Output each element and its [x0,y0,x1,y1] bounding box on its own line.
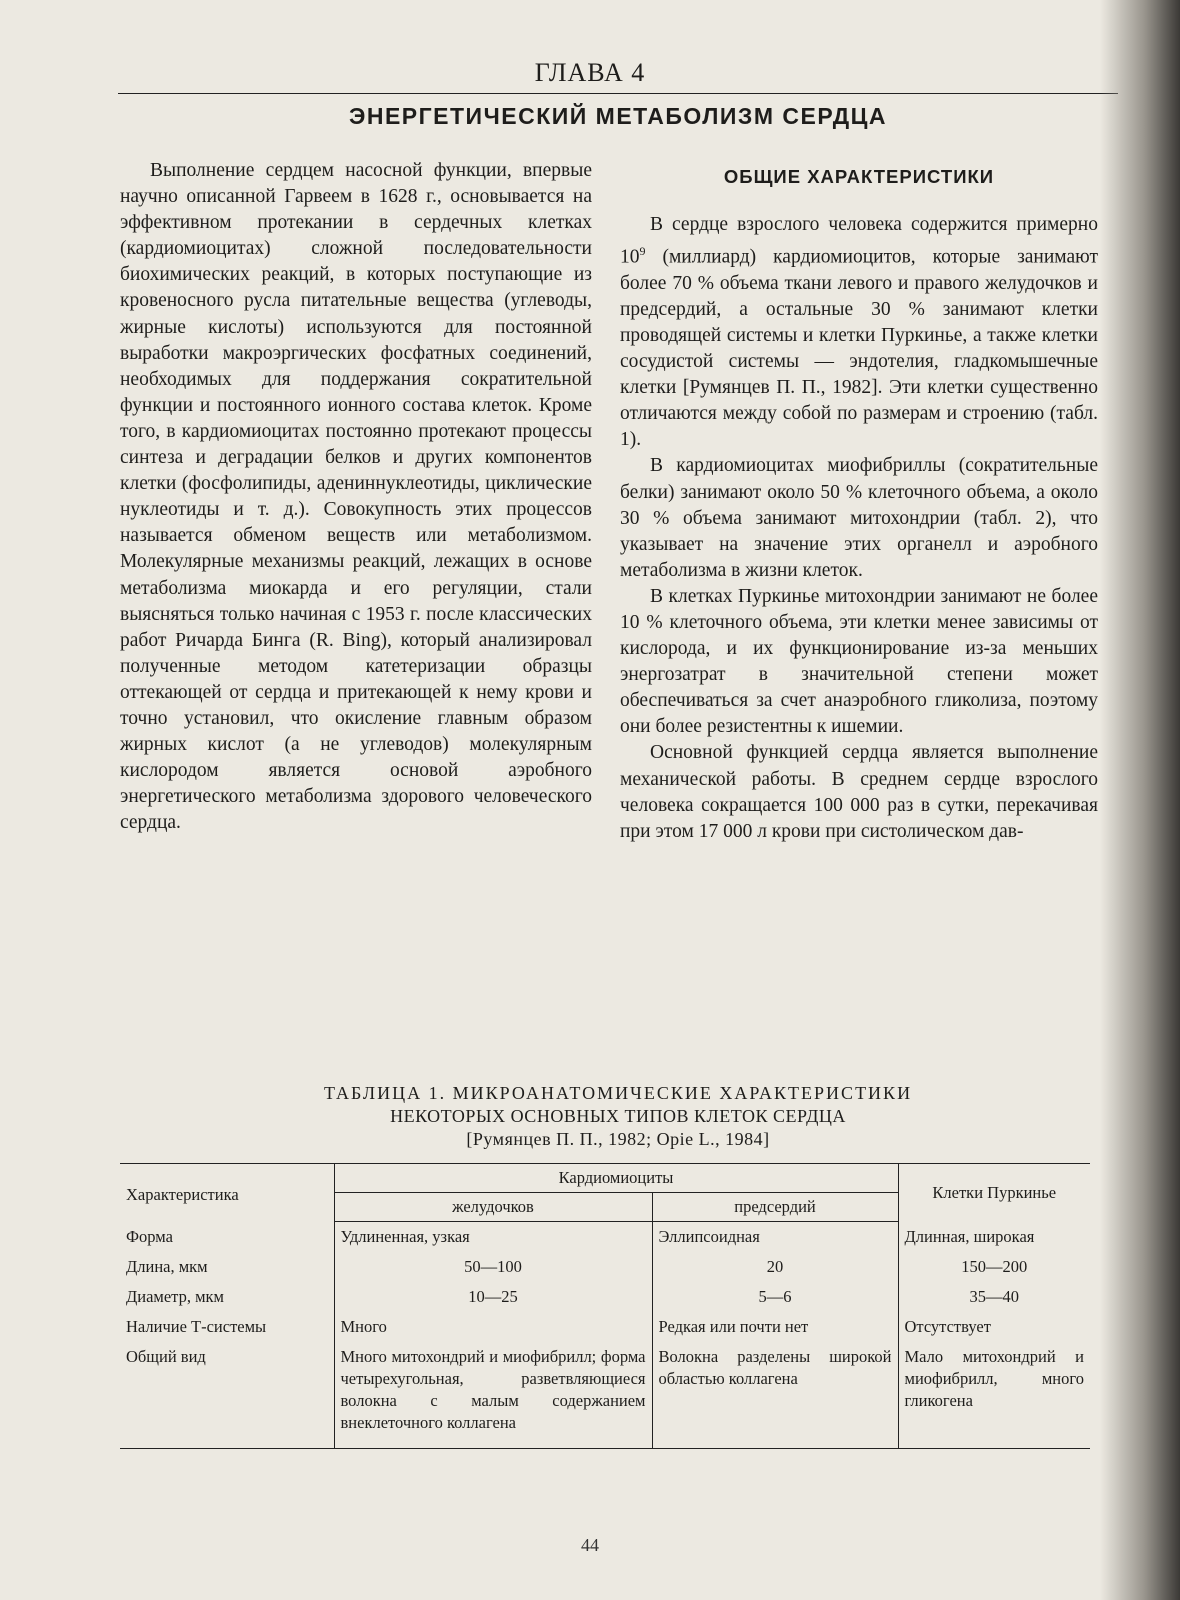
table-row [120,1252,1090,1282]
paragraph-myofibrils: В кардиомиоцитах миофибриллы (сократительные белки) занимают около 50 % клеточного объема, а около 30 % объема занимают митохондрии (табл. 2), что указывает на значение этих органелл и аэробного метаболизма в жизни клеток. [620,455,1098,581]
row-label: Форма [120,1222,334,1253]
cell-purkinje: Длинная, широкая [904,1226,1035,1246]
table-row [120,1312,1090,1342]
row-label: Наличие Т-системы [120,1312,334,1342]
table-caption-line2: НЕКОТОРЫХ ОСНОВНЫХ ТИПОВ КЛЕТОК СЕРДЦА [390,1106,846,1126]
cell-purkinje: 150—200 [961,1257,1028,1276]
cell-atria: 5—6 [652,1282,898,1312]
p1-text-a: В сердце взрослого человека содержится примерно 10 [620,214,1098,268]
row-label: Длина, мкм [120,1252,334,1282]
table-row [120,1342,1090,1449]
cell-atria: Эллипсоидная [652,1222,898,1253]
chapter-title: ЭНЕРГЕТИЧЕСКИЙ МЕТАБОЛИЗМ СЕРДЦА [348,103,888,129]
section-heading: ОБЩИЕ ХАРАКТЕРИСТИКИ [723,166,995,187]
cell-ventricles: Много [334,1312,652,1342]
header-atria: предсердий [652,1193,898,1222]
cell-purkinje: 35—40 [969,1287,1019,1306]
table-row [120,1282,1090,1312]
p1-text-b: (миллиард) кардиомиоцитов, которые занимают более 70 % объема ткани левого и правого желудочков и предсердий, а остальные 30 % занимают клетки проводящей системы и клетки Пуркинье, а также клетки сосудистой системы — эндотелия, гладкомышечные клетки [Румянцев П. П., 1982]. Эти клетки существенно отличаются между собой по размерам и строению (табл. 1). [620,246,1098,451]
paragraph-heart-function: Основной функцией сердца является выполнение механической работы. В среднем сердце взрослого человека сокращается 100 000 раз в сутки, перекачивая при этом 17 000 л крови при систолическом дав- [620,742,1098,842]
cell-atria: 20 [652,1252,898,1282]
cell-purkinje: Отсутствует [904,1317,991,1336]
cell-ventricles: 10—25 [334,1282,652,1312]
table-caption [118,1082,1118,1151]
table-caption-line1: ТАБЛИЦА 1. МИКРОАНАТОМИЧЕСКИЕ ХАРАКТЕРИСТИКИ [323,1083,913,1103]
cell-atria: Редкая или почти нет [652,1312,898,1342]
chapter-label: ГЛАВА 4 [534,58,646,87]
row-label: Общий вид [120,1342,334,1449]
table-row [120,1222,1090,1253]
header-ventricles: желудочков [334,1193,652,1222]
header-rule [118,93,1118,94]
page-number: 44 [581,1535,599,1555]
paragraph-cell-counts [620,212,1098,453]
cell-ventricles: 50—100 [334,1252,652,1282]
cell-purkinje: Мало митохондрий и миофибрилл, много гликогена [898,1342,1090,1449]
table-caption-source: [Румянцев П. П., 1982; Opie L., 1984] [466,1129,770,1149]
intro-paragraph: Выполнение сердцем насосной функции, впервые научно описанной Гарвеем в 1628 г., основывается на эффективном протекании в сердечных клетках (кардиомиоцитах) сложной последовательности биохимических реакций, в которых поступающие из кровеносного русла питательные вещества (углеводы, жирные кислоты) используются для постоянной выработки макроэргических фосфатных соединений, необходимых для поддержания сократительной функции и постоянного ионного состава клеток. Кроме того, в кардиомиоцитах постоянно протекают процессы синтеза и деградации белков и других компонентов клетки (фосфолипиды, адениннуклеотиды, циклические нуклеотиды и т. д.). Совокупность этих процессов называется обменом веществ или метаболизмом. Молекулярные механизмы реакций, лежащих в основе метаболизма миокарда и его регуляции, стали выясняться только начиная с 1953 г. после классических работ Ричарда Бинга (R. Bing), который анализировал полученные методом катетеризации образцы оттекающей от сердца и притекающей к нему крови и точно установил, что окисление главным образом жирных кислот (а не углеводов) молекулярным кислородом является основой аэробного энергетического метаболизма здорового человеческого сердца. [120,160,592,834]
left-column [120,158,592,836]
right-column [620,158,1098,845]
paragraph-purkinje: В клетках Пуркинье митохондрии занимают не более 10 % клеточного объема, эти клетки менее зависимы от кислорода, и их функционирование из-за меньших энергозатрат в значительной степени может обеспечиваться за счет анаэробного гликолиза, поэтому они более резистентны к ишемии. [620,585,1098,738]
header-cardiomyocytes: Кардиомиоциты [334,1164,898,1193]
cell-characteristics-table [120,1163,1090,1449]
binding-shadow [1100,0,1180,1600]
header-purkinje: Клетки Пуркинье [898,1164,1090,1222]
cell-ventricles: Много митохондрий и миофибрилл; форма четырехугольная, разветвляющиеся волокна с малым содержанием внеклеточного коллагена [334,1342,652,1449]
p1-superscript: 9 [639,244,646,259]
header-characteristic: Характеристика [120,1164,334,1222]
row-label: Диаметр, мкм [120,1282,334,1312]
cell-ventricles: Удлиненная, узкая [334,1222,652,1253]
cell-atria: Волокна разделены широкой областью коллагена [652,1342,898,1449]
